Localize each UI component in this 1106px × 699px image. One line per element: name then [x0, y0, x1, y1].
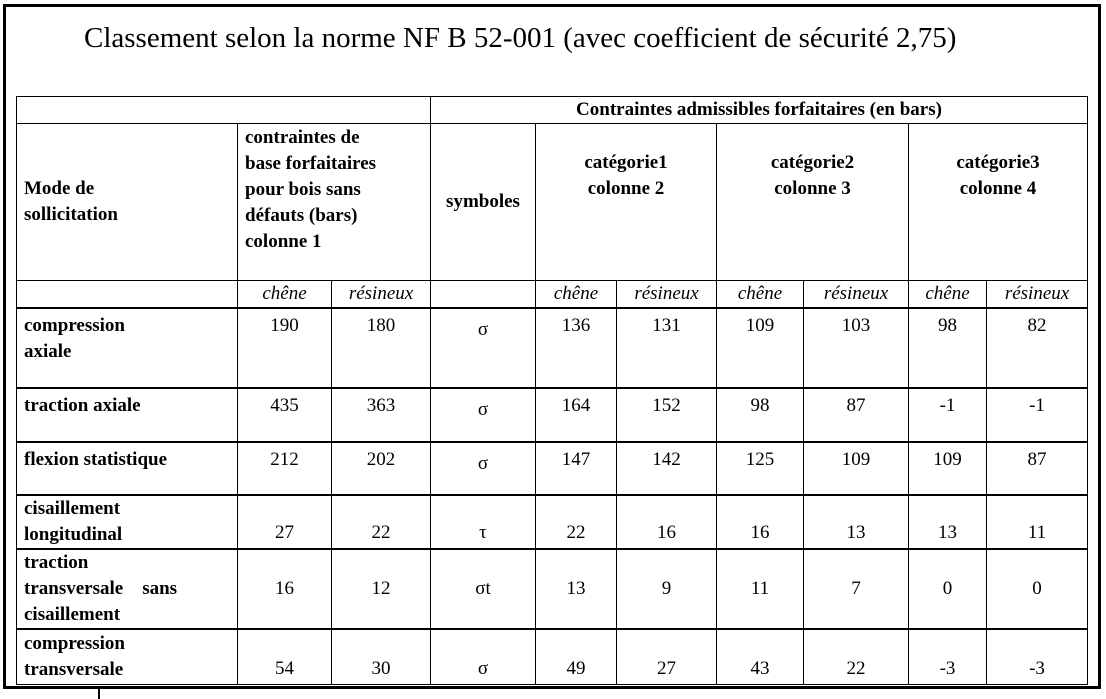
symbol-cell: σ [431, 629, 536, 684]
category-3-header [909, 124, 1088, 281]
value-cell: 16 [238, 549, 332, 629]
value-cell: 152 [617, 388, 717, 442]
value-cell: 147 [536, 442, 617, 495]
wood-type-blank [17, 281, 238, 309]
value-cell: 22 [332, 495, 431, 549]
mode-label: compression axiale [17, 308, 238, 388]
category-2-column: colonne 3 [774, 178, 851, 199]
value-cell: 27 [617, 629, 717, 684]
value-cell: 16 [617, 495, 717, 549]
value-cell: 22 [804, 629, 909, 684]
table-row [17, 549, 1088, 629]
mode-label: flexion statistique [17, 442, 238, 495]
value-cell: 0 [987, 549, 1088, 629]
wood-type-resinous: résineux [332, 281, 431, 309]
symbol-cell: τ [431, 495, 536, 549]
value-cell: 30 [332, 629, 431, 684]
category-3-column: colonne 4 [959, 178, 1037, 199]
value-cell: 22 [536, 495, 617, 549]
value-cell: 82 [987, 308, 1088, 388]
mode-label: cisaillement longitudinal [17, 495, 238, 549]
value-cell: 190 [238, 308, 332, 388]
value-cell: 363 [332, 388, 431, 442]
table-row [17, 308, 1088, 388]
edge-tick-mark [98, 687, 100, 699]
value-cell: 180 [332, 308, 431, 388]
category-2-header [717, 124, 909, 281]
value-cell: -3 [987, 629, 1088, 684]
value-cell: 12 [332, 549, 431, 629]
value-cell: 27 [238, 495, 332, 549]
wood-type-resinous: résineux [617, 281, 717, 309]
category-1-column: colonne 2 [587, 178, 665, 199]
category-3-name: catégorie3 [956, 152, 1040, 173]
value-cell: 16 [717, 495, 804, 549]
wood-type-oak: chêne [909, 281, 987, 309]
value-cell: 54 [238, 629, 332, 684]
value-cell: 202 [332, 442, 431, 495]
header-blank-cell [17, 97, 431, 124]
category-1-name: catégorie1 [584, 152, 668, 173]
value-cell: 109 [909, 442, 987, 495]
value-cell: 43 [717, 629, 804, 684]
value-cell: 49 [536, 629, 617, 684]
value-cell: 131 [617, 308, 717, 388]
value-cell: 212 [238, 442, 332, 495]
value-cell: 13 [804, 495, 909, 549]
wood-type-oak: chêne [536, 281, 617, 309]
page-title: Classement selon la norme NF B 52-001 (avec coefficient de sécurité 2,75) [84, 22, 957, 54]
value-cell: 136 [536, 308, 617, 388]
value-cell: -1 [909, 388, 987, 442]
value-cell: -3 [909, 629, 987, 684]
symbol-cell: σ [431, 388, 536, 442]
base-stress-header: contraintes de base forfaitaires pour bois sans défauts (bars) colonne 1 [238, 124, 431, 281]
symbols-header: symboles [431, 124, 536, 281]
value-cell: 103 [804, 308, 909, 388]
table-row [17, 388, 1088, 442]
wood-type-blank [431, 281, 536, 309]
value-cell: 11 [717, 549, 804, 629]
value-cell: 98 [717, 388, 804, 442]
mode-header: Mode de sollicitation [17, 124, 238, 281]
value-cell: 87 [804, 388, 909, 442]
wood-type-resinous: résineux [804, 281, 909, 309]
value-cell: 9 [617, 549, 717, 629]
mode-label: compression transversale [17, 629, 238, 684]
stress-table [16, 96, 1088, 685]
mode-label: traction axiale [17, 388, 238, 442]
value-cell: 142 [617, 442, 717, 495]
value-cell: 435 [238, 388, 332, 442]
table-row [17, 629, 1088, 684]
value-cell: 11 [987, 495, 1088, 549]
value-cell: 13 [909, 495, 987, 549]
value-cell: 125 [717, 442, 804, 495]
category-2-name: catégorie2 [770, 152, 855, 173]
group-header: Contraintes admissibles forfaitaires (en bars) [431, 97, 1088, 124]
symbol-cell: σt [431, 549, 536, 629]
value-cell: 0 [909, 549, 987, 629]
wood-type-resinous: résineux [987, 281, 1088, 309]
wood-type-oak: chêne [238, 281, 332, 309]
value-cell: 109 [804, 442, 909, 495]
wood-type-oak: chêne [717, 281, 804, 309]
value-cell: 7 [804, 549, 909, 629]
value-cell: 13 [536, 549, 617, 629]
value-cell: 109 [717, 308, 804, 388]
symbol-cell: σ [431, 442, 536, 495]
symbol-cell: σ [431, 308, 536, 388]
table-row [17, 442, 1088, 495]
value-cell: 98 [909, 308, 987, 388]
value-cell: 87 [987, 442, 1088, 495]
value-cell: -1 [987, 388, 1088, 442]
category-1-header [536, 124, 717, 281]
mode-label: traction transversale sans cisaillement [17, 549, 238, 629]
value-cell: 164 [536, 388, 617, 442]
table-row [17, 495, 1088, 549]
